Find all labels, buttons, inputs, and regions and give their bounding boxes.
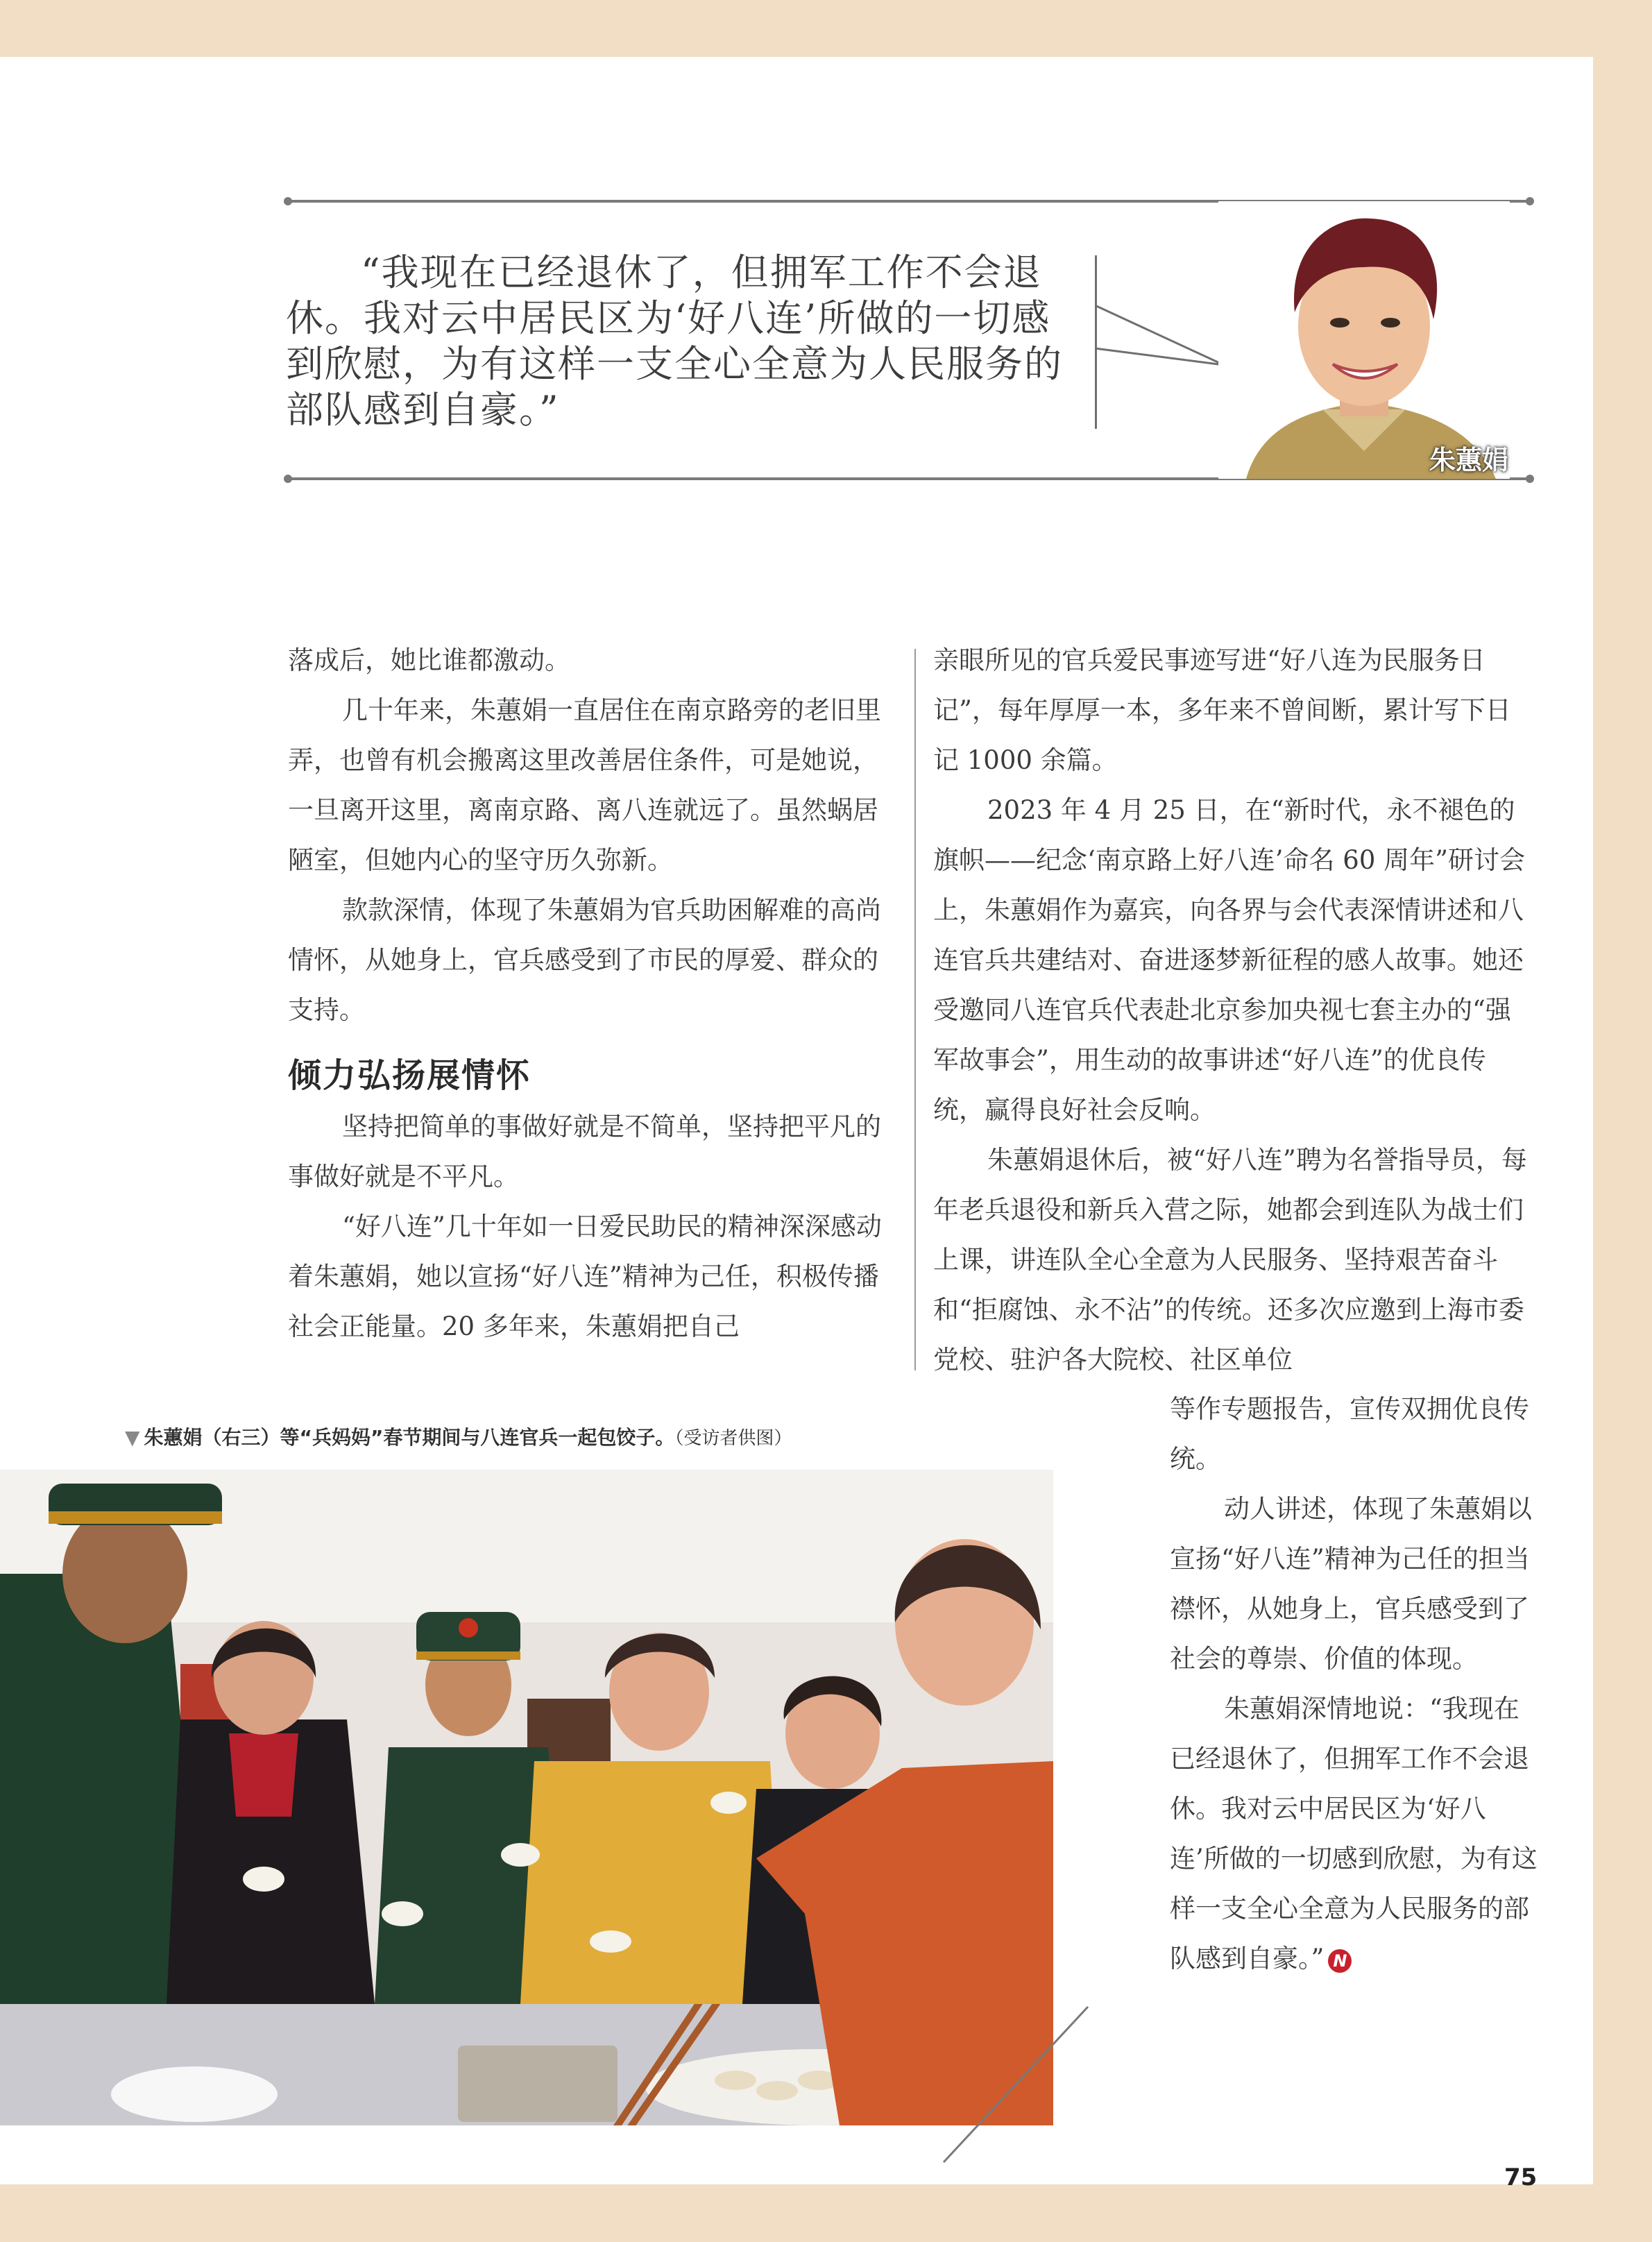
section-heading: 倾力弘扬展情怀 [288, 1056, 531, 1095]
closing-quote-text: 朱蕙娟深情地说：“我现在已经退休了，但拥军工作不会退休。我对云中居民区为‘好八连’所做的一切感到欣慰，为有这样一支全心全意为人民服务的部队感到自豪。” [1170, 1694, 1538, 1973]
narrow-paragraph-3 [1170, 1684, 1538, 1984]
photo-caption-text: 朱蕙娟（右三）等“兵妈妈”春节期间与八连官兵一起包饺子。 [144, 1426, 675, 1449]
left-paragraph-4: 坚持把简单的事做好就是不简单，坚持把平凡的事做好就是不平凡。 [288, 1112, 881, 1191]
photo-corner-accent [937, 2005, 1089, 2165]
left-paragraph-3: 款款深情，体现了朱蕙娟为官兵助困解难的高尚情怀，从她身上，官兵感受到了市民的厚爱、群众的支持。 [288, 895, 881, 1025]
right-paragraph-1: 亲眼所见的官兵爱民事迹写进“好八连为民服务日记”，每年厚厚一本，多年来不曾间断，累计写下日记 1000 余篇。 [933, 645, 1511, 775]
group-photo [0, 1470, 1053, 2125]
speech-bubble-pointer [1095, 298, 1227, 368]
photo-caption [125, 1423, 792, 1450]
narrow-paragraph-1: 等作专题报告，宣传双拥优良传统。 [1170, 1394, 1529, 1474]
column-divider [914, 649, 916, 1370]
portrait-photo [1218, 201, 1510, 479]
narrow-paragraph-2: 动人讲述，体现了朱蕙娟以宣扬“好八连”精神为己任的担当襟怀，从她身上，官兵感受到了社会的尊崇、价值的体现。 [1170, 1494, 1532, 1674]
narrow-column [1170, 1384, 1538, 1984]
page-number: 75 [1504, 2164, 1538, 2191]
right-column [933, 636, 1533, 1385]
photo-credit: （受访者供图） [674, 1428, 792, 1449]
portrait-name-label: 朱蕙娟 [1429, 445, 1509, 475]
caption-triangle-icon: ▼ [125, 1426, 140, 1449]
left-column [288, 636, 888, 1352]
left-paragraph-1: 落成后，她比谁都激动。 [288, 645, 570, 675]
left-paragraph-5: “好八连”几十年如一日爱民助民的精神深深感动着朱蕙娟，她以宣扬“好八连”精神为己任，积极传播社会正能量。20 多年来，朱蕙娟把自己 [288, 1212, 882, 1341]
end-mark-icon: N [1328, 1949, 1352, 1973]
right-paragraph-3: 朱蕙娟退休后，被“好八连”聘为名誉指导员，每年老兵退役和新兵入营之际，她都会到连队为战士们上课，讲连队全心全意为人民服务、坚持艰苦奋斗和“拒腐蚀、永不沾”的传统。还多次应邀到上海市委党校、驻沪各大院校、社区单位 [933, 1145, 1527, 1375]
left-paragraph-2: 几十年来，朱蕙娟一直居住在南京路旁的老旧里弄，也曾有机会搬离这里改善居住条件，可是她说，一旦离开这里，离南京路、离八连就远了。虽然蜗居陋室，但她内心的坚守历久弥新。 [288, 695, 881, 875]
right-paragraph-2: 2023 年 4 月 25 日，在“新时代，永不褪色的旗帜——纪念‘南京路上好八连’命名 60 周年”研讨会上，朱蕙娟作为嘉宾，向各界与会代表深情讲述和八连官兵共建结对、奋进逐梦新征程的感人故事。她还受邀同八连官兵代表赴北京参加央视七套主办的“强军故事会”，用生动的故事讲述“好八连”的优良传统，赢得良好社会反响。 [933, 795, 1526, 1125]
pull-quote-text: “我现在已经退休了，但拥军工作不会退休。我对云中居民区为‘好八连’所做的一切感到欣慰，为有这样一支全心全意为人民服务的部队感到自豪。” [286, 250, 1063, 432]
